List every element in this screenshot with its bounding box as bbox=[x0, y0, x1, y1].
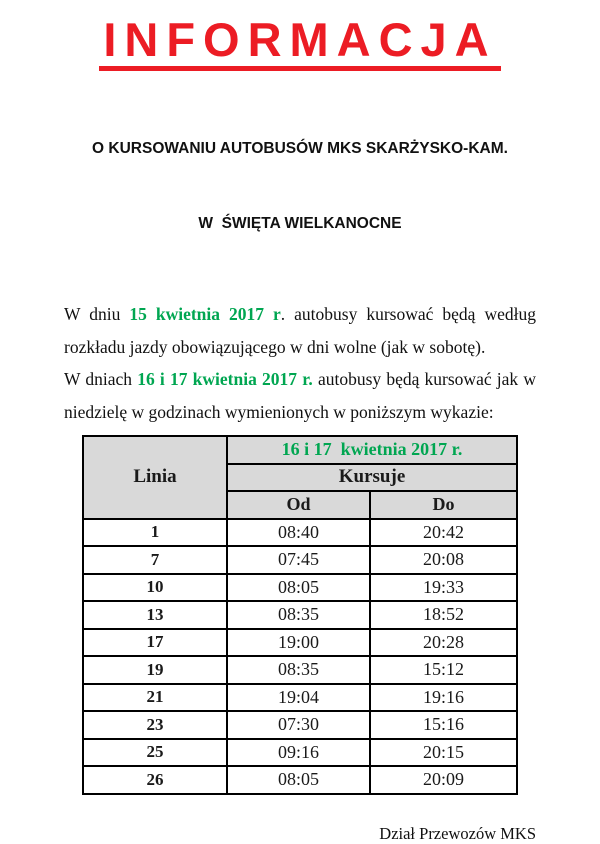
column-header-do: Do bbox=[370, 491, 517, 519]
table-row bbox=[83, 739, 517, 767]
cell-od: 08:40 bbox=[227, 519, 370, 547]
p2-date-highlight: 16 i 17 kwietnia 2017 r. bbox=[137, 369, 313, 389]
paragraph-1 bbox=[64, 298, 536, 363]
table-row bbox=[83, 574, 517, 602]
column-header-kursuje: Kursuje bbox=[227, 464, 517, 492]
subtitle-line-1: O KURSOWANIU AUTOBUSÓW MKS SKARŻYSKO-KAM. bbox=[92, 140, 508, 157]
cell-do: 20:42 bbox=[370, 519, 517, 547]
subtitle bbox=[0, 86, 600, 286]
cell-do: 19:33 bbox=[370, 574, 517, 602]
cell-linia: 10 bbox=[83, 574, 227, 602]
page-title: INFORMACJA bbox=[99, 16, 500, 71]
cell-linia: 21 bbox=[83, 684, 227, 712]
column-header-od: Od bbox=[227, 491, 370, 519]
cell-linia: 23 bbox=[83, 711, 227, 739]
table-row bbox=[83, 684, 517, 712]
cell-linia: 17 bbox=[83, 629, 227, 657]
table-row bbox=[83, 546, 517, 574]
cell-do: 20:15 bbox=[370, 739, 517, 767]
cell-linia: 25 bbox=[83, 739, 227, 767]
cell-do: 20:08 bbox=[370, 546, 517, 574]
cell-od: 08:05 bbox=[227, 766, 370, 794]
cell-linia: 13 bbox=[83, 601, 227, 629]
header-row-date bbox=[83, 436, 517, 464]
cell-od: 09:16 bbox=[227, 739, 370, 767]
schedule-header bbox=[83, 436, 517, 519]
cell-do: 20:09 bbox=[370, 766, 517, 794]
p1-pre: W dniu bbox=[64, 304, 130, 324]
cell-do: 15:12 bbox=[370, 656, 517, 684]
column-header-linia: Linia bbox=[83, 436, 227, 519]
cell-od: 07:45 bbox=[227, 546, 370, 574]
cell-do: 18:52 bbox=[370, 601, 517, 629]
cell-od: 07:30 bbox=[227, 711, 370, 739]
cell-od: 19:00 bbox=[227, 629, 370, 657]
table-row bbox=[83, 711, 517, 739]
p2-pre: W dniach bbox=[64, 369, 138, 389]
p2-post: autobusy będą kursować jak w niedzielę w godzinach wymienionych w poniższym wykazie: bbox=[64, 369, 536, 422]
p1-date-highlight: 15 kwietnia 2017 r bbox=[129, 304, 281, 324]
paragraph-2 bbox=[64, 363, 536, 428]
cell-linia: 26 bbox=[83, 766, 227, 794]
title-wrap bbox=[0, 13, 600, 71]
cell-do: 20:28 bbox=[370, 629, 517, 657]
cell-od: 08:35 bbox=[227, 656, 370, 684]
cell-od: 08:05 bbox=[227, 574, 370, 602]
cell-do: 19:16 bbox=[370, 684, 517, 712]
notice-document bbox=[0, 13, 600, 843]
cell-do: 15:16 bbox=[370, 711, 517, 739]
p1-post: . autobusy kursować będą według rozkładu jazdy obowiązującego w dni wolne (jak w sobotę). bbox=[64, 304, 536, 357]
schedule-body bbox=[83, 519, 517, 794]
table-row bbox=[83, 601, 517, 629]
cell-linia: 1 bbox=[83, 519, 227, 547]
table-row bbox=[83, 656, 517, 684]
body-text bbox=[64, 298, 536, 428]
column-header-date: 16 i 17 kwietnia 2017 r. bbox=[227, 436, 517, 464]
cell-linia: 7 bbox=[83, 546, 227, 574]
footer-signature: Dział Przewozów MKS bbox=[379, 823, 536, 843]
bus-schedule-table bbox=[82, 435, 518, 795]
cell-linia: 19 bbox=[83, 656, 227, 684]
cell-od: 19:04 bbox=[227, 684, 370, 712]
table-row bbox=[83, 629, 517, 657]
table-row bbox=[83, 766, 517, 794]
subtitle-line-2: W ŚWIĘTA WIELKANOCNE bbox=[198, 215, 402, 232]
cell-od: 08:35 bbox=[227, 601, 370, 629]
table-row bbox=[83, 519, 517, 547]
